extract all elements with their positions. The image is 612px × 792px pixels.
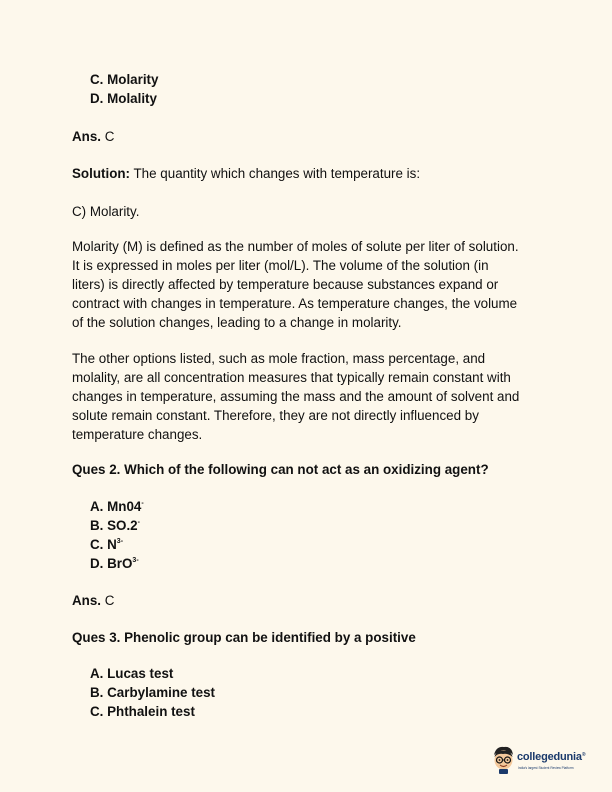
q1-option-c: C. Molarity xyxy=(90,72,159,87)
logo-brand-text: collegedunia xyxy=(517,751,582,763)
logo-brand xyxy=(517,751,585,763)
q2-option-a xyxy=(90,497,144,516)
collegedunia-logo xyxy=(490,745,594,779)
question-3-title: Ques 3. Phenolic group can be identified by a positive xyxy=(72,630,416,645)
paragraph-line: solute remain constant. Therefore, they are not directly influenced by xyxy=(72,408,479,423)
q3-option-b: B. Carbylamine test xyxy=(90,685,216,700)
q1-option-d: D. Molality xyxy=(90,91,157,106)
paragraph-line: liters) is directly affected by temperature because substances expand or xyxy=(72,277,499,292)
option-text: C. N xyxy=(90,537,117,552)
option-text: D. BrO xyxy=(90,556,133,571)
paragraph-line: of the solution changes, leading to a change in molarity. xyxy=(72,315,402,330)
q3-option-a: A. Lucas test xyxy=(90,666,174,681)
option-text: A. Mn04 xyxy=(90,499,142,514)
q2-option-b xyxy=(90,516,140,535)
q2-option-d xyxy=(90,554,139,573)
option-superscript: 3- xyxy=(116,538,124,545)
option-superscript: - xyxy=(137,519,140,526)
q1-solution xyxy=(72,164,420,183)
paragraph-line: It is expressed in moles per liter (mol/L). The volume of the solution (in xyxy=(72,258,489,273)
answer-label: Ans. xyxy=(72,129,102,144)
answer-value: C xyxy=(104,593,115,608)
option-superscript: - xyxy=(141,500,144,507)
option-superscript: 3- xyxy=(132,557,139,564)
paragraph-line: changes in temperature, assuming the mass and the amount of solvent and xyxy=(72,389,520,404)
mascot-face-icon xyxy=(490,745,516,775)
paragraph-line: temperature changes. xyxy=(72,427,203,442)
paragraph-line: contract with changes in temperature. As temperature changes, the volume xyxy=(72,296,518,311)
paragraph-line: The other options listed, such as mole fraction, mass percentage, and xyxy=(72,351,486,366)
q1-answer-line: C) Molarity. xyxy=(72,204,140,219)
solution-label: Solution: xyxy=(72,166,131,181)
explanation-paragraph-2 xyxy=(72,349,552,444)
q3-option-c: C. Phthalein test xyxy=(90,704,195,719)
explanation-paragraph-1 xyxy=(72,237,552,332)
answer-value: C xyxy=(104,129,115,144)
logo-tagline: India's largest Student Review Platform xyxy=(518,766,574,770)
question-2-title: Ques 2. Which of the following can not act as an oxidizing agent? xyxy=(72,462,489,477)
solution-text: The quantity which changes with temperature is: xyxy=(133,166,421,181)
paragraph-line: molality, are all concentration measures that typically remain constant with xyxy=(72,370,511,385)
logo-trademark: ® xyxy=(581,752,586,758)
q2-option-c xyxy=(90,535,123,554)
option-text: B. SO.2 xyxy=(90,518,138,533)
paragraph-line: Molarity (M) is defined as the number of moles of solute per liter of solution. xyxy=(72,239,519,254)
q2-answer xyxy=(72,591,114,610)
answer-label: Ans. xyxy=(72,593,102,608)
q1-answer xyxy=(72,127,114,146)
